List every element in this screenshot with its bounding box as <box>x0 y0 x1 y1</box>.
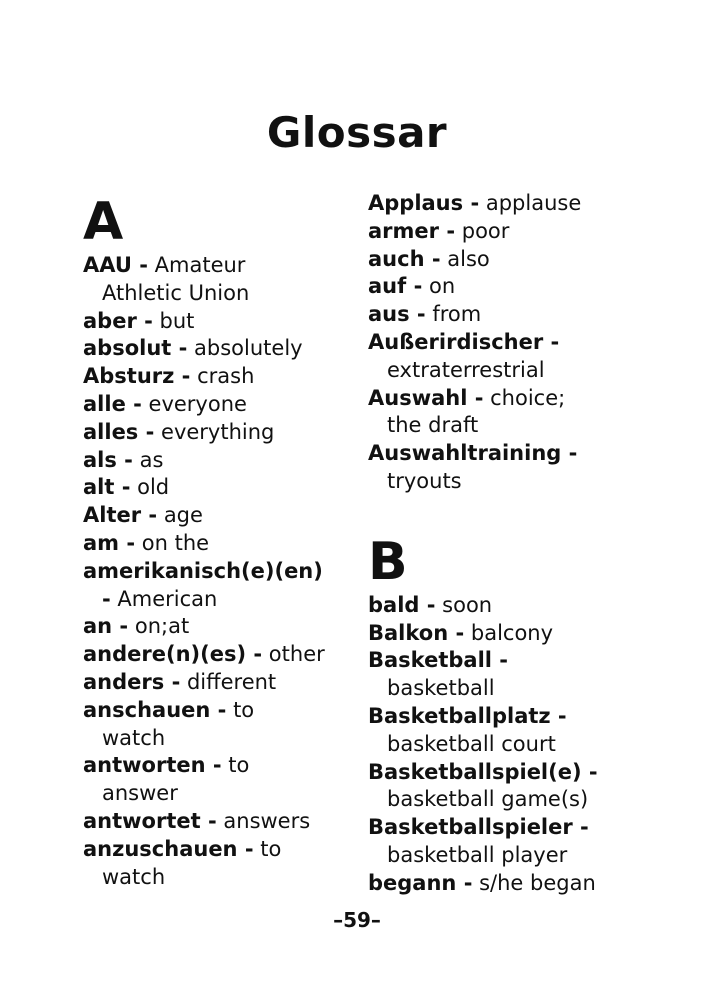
entry-definition: Athletic Union <box>102 280 250 305</box>
page-number: –59– <box>333 908 381 932</box>
entry-term: alt - <box>83 475 131 500</box>
glossary-entry <box>368 385 598 441</box>
glossary-entry <box>368 759 598 815</box>
entry-definition: on the <box>141 530 210 555</box>
glossary-entry <box>83 447 325 475</box>
entry-line <box>368 759 598 787</box>
entry-term: anzuschauen - <box>83 836 254 861</box>
entry-line <box>83 419 325 447</box>
entry-term: Auswahl - <box>368 385 484 410</box>
entry-continuation <box>368 357 598 385</box>
entry-definition: on <box>428 274 456 299</box>
entry-definition: watch <box>102 864 166 889</box>
entry-definition: basketball game(s) <box>387 787 589 812</box>
section-gap <box>368 496 598 532</box>
glossary-entry <box>368 440 598 496</box>
glossary-entry <box>83 474 325 502</box>
entry-definition: everyone <box>148 391 247 416</box>
entry-line <box>368 647 598 675</box>
entry-term: begann - <box>368 870 473 895</box>
entry-line <box>368 329 598 357</box>
entry-definition: but <box>159 308 195 333</box>
glossary-entry <box>83 530 325 558</box>
entry-definition: different <box>186 669 277 694</box>
entry-term: alle - <box>83 391 142 416</box>
entry-line <box>83 641 325 669</box>
glossary-column-left <box>83 192 325 891</box>
entry-line <box>368 814 598 842</box>
entry-continuation <box>83 725 325 753</box>
entry-term: Basketballspieler - <box>368 815 589 840</box>
entry-term: Applaus - <box>368 191 480 215</box>
glossary-entry <box>368 190 598 218</box>
entry-definition: also <box>447 246 490 271</box>
glossary-entry <box>83 391 325 419</box>
entry-term: aber - <box>83 308 153 333</box>
entry-term: auch - <box>368 246 441 271</box>
entry-term: AAU - <box>83 253 148 277</box>
entry-line <box>83 474 325 502</box>
entry-term: Außerirdischer - <box>368 329 560 354</box>
entry-line <box>368 620 598 648</box>
entry-definition: as <box>139 447 164 472</box>
glossary-entry <box>83 335 325 363</box>
glossary-entry <box>368 620 598 648</box>
entry-line <box>83 558 325 586</box>
entry-continuation <box>83 864 325 892</box>
entry-term: Balkon - <box>368 620 465 645</box>
glossary-entry <box>368 301 598 329</box>
entry-term: Auswahltraining - <box>368 441 578 466</box>
entry-term: Absturz - <box>83 364 191 389</box>
glossary-entry <box>368 246 598 274</box>
glossary-entry <box>83 836 325 892</box>
entry-definition: choice; <box>490 385 566 410</box>
entry-line <box>83 836 325 864</box>
entry-continuation <box>368 731 598 759</box>
entry-continuation <box>83 586 325 614</box>
entry-term: am - <box>83 530 136 555</box>
entry-definition: applause <box>485 191 582 215</box>
entry-definition: tryouts <box>387 468 462 493</box>
entry-term: Alter - <box>83 503 158 528</box>
glossary-entry <box>368 870 598 898</box>
entry-term: antwortet - <box>83 808 217 833</box>
entry-continuation <box>368 412 598 440</box>
glossary-entry <box>83 808 325 836</box>
entry-definition: poor <box>461 218 510 243</box>
entry-definition: balcony <box>470 620 554 645</box>
entry-line <box>368 592 598 620</box>
entry-definition: basketball <box>387 676 495 701</box>
entry-continuation <box>368 468 598 496</box>
entry-line <box>368 301 598 329</box>
glossary-entry <box>83 752 325 808</box>
entry-line <box>368 870 598 898</box>
entry-definition: extraterrestrial <box>387 357 545 382</box>
entry-line <box>83 391 325 419</box>
entry-continuation <box>83 280 325 308</box>
glossary-entry <box>83 419 325 447</box>
entry-dash: - <box>102 586 111 611</box>
entry-line <box>368 703 598 731</box>
glossary-entry <box>368 273 598 301</box>
entry-line <box>83 530 325 558</box>
entry-definition: basketball court <box>387 731 556 756</box>
entry-definition: age <box>163 503 203 528</box>
section-letter: A <box>83 192 124 252</box>
entry-term: anschauen - <box>83 697 227 722</box>
entry-definition: answer <box>102 781 178 806</box>
entry-term: als - <box>83 447 133 472</box>
entry-term: andere(n)(es) - <box>83 642 263 667</box>
entry-definition: answers <box>223 808 311 833</box>
entry-continuation <box>368 675 598 703</box>
entry-definition: on;at <box>134 614 190 639</box>
entry-continuation <box>368 786 598 814</box>
entry-term: Basketballplatz - <box>368 703 567 728</box>
entry-term: auf - <box>368 274 423 299</box>
entry-definition: the draft <box>387 413 479 438</box>
entry-definition: to <box>228 753 250 778</box>
glossary-entry <box>368 218 598 246</box>
entry-line <box>83 669 325 697</box>
entry-continuation <box>368 842 598 870</box>
entry-line <box>83 335 325 363</box>
entry-line <box>83 447 325 475</box>
entry-definition: watch <box>102 725 166 750</box>
entry-definition: old <box>137 475 170 500</box>
entry-definition: soon <box>442 592 493 617</box>
entry-line <box>83 308 325 336</box>
glossary-entry <box>83 502 325 530</box>
entry-line <box>368 246 598 274</box>
glossary-entry <box>368 647 598 703</box>
entry-definition: crash <box>197 364 255 389</box>
entry-continuation <box>83 780 325 808</box>
entry-term: anders - <box>83 669 181 694</box>
entry-definition: everything <box>161 419 275 444</box>
entry-term: absolut - <box>83 336 188 361</box>
glossary-entry <box>83 613 325 641</box>
glossary-entry <box>83 308 325 336</box>
entry-line <box>83 613 325 641</box>
entry-definition: absolutely <box>194 336 303 361</box>
entry-definition: basketball player <box>387 842 568 867</box>
entry-definition: American <box>117 586 218 611</box>
entry-definition: to <box>260 836 282 861</box>
entry-line <box>368 190 598 218</box>
entry-term: armer - <box>368 218 456 243</box>
section-letter: B <box>368 531 408 592</box>
entry-line <box>83 363 325 391</box>
glossary-entry <box>368 329 598 385</box>
entry-line <box>83 697 325 725</box>
glossary-entry <box>368 703 598 759</box>
glossary-entry <box>368 592 598 620</box>
entry-line <box>368 385 598 413</box>
entry-term: an - <box>83 614 129 639</box>
glossary-entry <box>83 558 325 614</box>
glossary-entry <box>368 814 598 870</box>
entry-term: Basketball - <box>368 648 508 673</box>
entry-definition: to <box>233 697 255 722</box>
entry-line <box>83 252 325 280</box>
entry-term: alles - <box>83 419 155 444</box>
glossary-entry <box>83 363 325 391</box>
glossary-entry <box>83 669 325 697</box>
glossary-entry <box>83 252 325 308</box>
entry-line <box>83 752 325 780</box>
entry-term: bald - <box>368 592 436 617</box>
entry-line <box>368 273 598 301</box>
entry-definition: from <box>432 302 482 327</box>
entry-line <box>368 440 598 468</box>
glossary-entry <box>83 641 325 669</box>
glossary-entry <box>83 697 325 753</box>
entry-definition: s/he began <box>479 870 596 895</box>
entry-term: aus - <box>368 302 426 327</box>
entry-term: Basketballspiel(e) - <box>368 759 598 784</box>
entry-line <box>83 808 325 836</box>
entry-term: amerikanisch(e)(en) <box>83 558 323 583</box>
glossary-column-right <box>368 190 598 898</box>
page-title: Glossar <box>266 108 448 157</box>
entry-definition: other <box>268 642 325 667</box>
entry-term: antworten - <box>83 753 222 778</box>
entry-line <box>368 218 598 246</box>
entry-line <box>83 502 325 530</box>
entry-definition: Amateur <box>154 253 246 277</box>
